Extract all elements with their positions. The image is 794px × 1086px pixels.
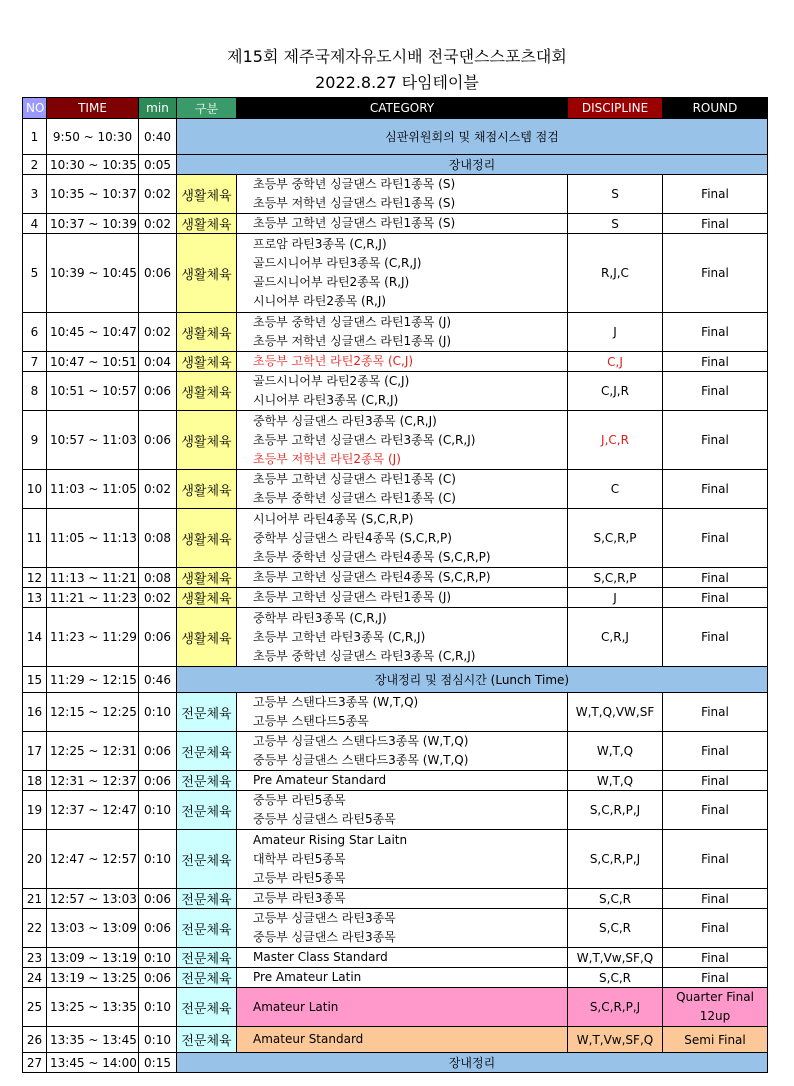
row-discipline-highlighted: J,C,R: [568, 411, 663, 470]
row-round: Final: [663, 509, 768, 568]
category-line: 시니어부 라틴4종목 (S,C,R,P): [253, 511, 414, 526]
table-row: [23, 1027, 768, 1053]
row-category: [237, 411, 568, 470]
row-discipline: J: [568, 588, 663, 608]
row-min: 0:06: [139, 234, 177, 313]
row-min: 0:02: [139, 175, 177, 214]
header-round: ROUND: [663, 98, 768, 119]
row-category: [237, 175, 568, 214]
row-round: Semi Final: [663, 1027, 768, 1053]
row-time: 12:31 ~ 12:37: [47, 771, 139, 791]
table-row: [23, 791, 768, 830]
row-discipline: C,R,J: [568, 608, 663, 667]
row-category: [237, 608, 568, 667]
category-line: Pre Amateur Standard: [253, 773, 387, 787]
category-line: 고등부 싱글댄스 라틴3종목: [253, 911, 396, 925]
row-no: 10: [23, 470, 47, 509]
category-line: 초등부 중학년 싱글댄스 라틴1종목 (S): [253, 177, 456, 191]
table-row: [23, 411, 768, 470]
row-no: 21: [23, 889, 47, 909]
row-category: [237, 568, 568, 588]
row-min: 0:04: [139, 352, 177, 372]
row-min: 0:10: [139, 830, 177, 889]
span-cell: 장내정리: [177, 1053, 768, 1073]
row-type: 전문체육: [177, 830, 237, 889]
row-type: 전문체육: [177, 732, 237, 771]
row-type: 전문체육: [177, 988, 237, 1027]
table-row: [23, 568, 768, 588]
category-line: Amateur Rising Star Laitn: [253, 832, 408, 847]
row-discipline: S,C,R,P: [568, 509, 663, 568]
row-no: 5: [23, 234, 47, 313]
row-min: 0:06: [139, 372, 177, 411]
row-time: 11:21 ~ 11:23: [47, 588, 139, 608]
timetable: [22, 97, 768, 1073]
row-discipline: W,T,Q: [568, 732, 663, 771]
row-type: 전문체육: [177, 909, 237, 948]
row-discipline: S,C,R: [568, 968, 663, 988]
row-category: [237, 988, 568, 1027]
row-time: 12:25 ~ 12:31: [47, 732, 139, 771]
table-row: [23, 771, 768, 791]
table-row: [23, 313, 768, 352]
row-round: Final: [663, 568, 768, 588]
row-time: 13:35 ~ 13:45: [47, 1027, 139, 1053]
row-category: [237, 732, 568, 771]
table-row: [23, 909, 768, 948]
table-row: [23, 608, 768, 667]
row-no: 1: [23, 119, 47, 155]
row-min: 0:15: [139, 1053, 177, 1073]
row-round: Final: [663, 214, 768, 234]
row-type: 생활체육: [177, 313, 237, 352]
category-line: 초등부 저학년 싱글댄스 라틴1종목 (S): [253, 196, 456, 210]
category-line: 고등부 스탠다드5종목: [253, 714, 369, 728]
row-type: 생활체육: [177, 509, 237, 568]
table-row: [23, 214, 768, 234]
category-line: 초등부 중학년 싱글댄스 라틴3종목 (C,R,J): [253, 648, 476, 663]
table-row: [23, 693, 768, 732]
row-no: 2: [23, 155, 47, 175]
row-no: 15: [23, 667, 47, 693]
category-line: 골드시니어부 라틴2종목 (C,J): [253, 374, 410, 388]
row-category: [237, 791, 568, 830]
row-time: 10:37 ~ 10:39: [47, 214, 139, 234]
row-no: 13: [23, 588, 47, 608]
row-time: 12:37 ~ 12:47: [47, 791, 139, 830]
row-no: 22: [23, 909, 47, 948]
row-no: 17: [23, 732, 47, 771]
category-line: 고등부 라틴3종목: [253, 891, 346, 905]
header-row: [23, 98, 768, 119]
row-time: 10:30 ~ 10:35: [47, 155, 139, 175]
row-category: [237, 234, 568, 313]
category-line: 시니어부 라틴3종목 (C,R,J): [253, 393, 399, 407]
row-type: 생활체육: [177, 214, 237, 234]
row-type: 생활체육: [177, 175, 237, 214]
row-round: [663, 988, 768, 1027]
row-discipline: J: [568, 313, 663, 352]
document-title: 제15회 제주국제자유도시배 전국댄스스포츠대회: [227, 47, 567, 66]
header-no: NO: [23, 98, 47, 119]
row-no: 25: [23, 988, 47, 1027]
row-type: 생활체육: [177, 372, 237, 411]
row-round: Final: [663, 411, 768, 470]
row-min: 0:10: [139, 1027, 177, 1053]
table-row: [23, 830, 768, 889]
table-row: [23, 988, 768, 1027]
row-category: [237, 889, 568, 909]
row-time: 10:35 ~ 10:37: [47, 175, 139, 214]
row-round: Final: [663, 175, 768, 214]
row-no: 20: [23, 830, 47, 889]
row-no: 11: [23, 509, 47, 568]
row-min: 0:06: [139, 732, 177, 771]
category-line: 초등부 중학년 싱글댄스 라틴4종목 (S,C,R,P): [253, 549, 491, 564]
table-row: [23, 352, 768, 372]
row-min: 0:40: [139, 119, 177, 155]
row-time: 11:03 ~ 11:05: [47, 470, 139, 509]
span-cell: 장내정리: [177, 155, 768, 175]
row-no: 3: [23, 175, 47, 214]
category-line: 중학부 싱글댄스 라틴4종목 (S,C,R,P): [253, 530, 452, 545]
row-category: [237, 313, 568, 352]
row-category: [237, 830, 568, 889]
row-round: Final: [663, 889, 768, 909]
category-line: 중등부 라틴5종목: [253, 793, 346, 807]
category-line-highlighted: 초등부 고학년 라틴2종목 (C,J): [253, 354, 414, 368]
row-min: 0:46: [139, 667, 177, 693]
row-category: [237, 470, 568, 509]
row-time: 10:57 ~ 11:03: [47, 411, 139, 470]
row-type: 생활체육: [177, 352, 237, 372]
category-line: Amateur Latin: [253, 999, 339, 1014]
row-min: 0:06: [139, 771, 177, 791]
table-row: [23, 1053, 768, 1073]
row-min: 0:08: [139, 568, 177, 588]
category-line: Master Class Standard: [253, 950, 388, 964]
header-discipline: DISCIPLINE: [568, 98, 663, 119]
row-no: 14: [23, 608, 47, 667]
row-round: Final: [663, 909, 768, 948]
category-line: 고등부 라틴5종목: [253, 870, 346, 885]
category-line: 초등부 고학년 싱글댄스 라틴1종목 (S): [253, 216, 456, 230]
row-min: 0:05: [139, 155, 177, 175]
row-round: Final: [663, 372, 768, 411]
table-row: [23, 889, 768, 909]
row-type: 전문체육: [177, 968, 237, 988]
row-type: 생활체육: [177, 470, 237, 509]
row-time: 13:25 ~ 13:35: [47, 988, 139, 1027]
row-min: 0:10: [139, 988, 177, 1027]
row-time: 13:19 ~ 13:25: [47, 968, 139, 988]
category-line: 중등부 싱글댄스 라틴3종목: [253, 930, 396, 944]
row-round: Final: [663, 968, 768, 988]
row-no: 12: [23, 568, 47, 588]
table-row: [23, 732, 768, 771]
round-line: 12up: [699, 1009, 731, 1023]
table-row: [23, 372, 768, 411]
row-discipline: S: [568, 214, 663, 234]
row-no: 16: [23, 693, 47, 732]
table-row: [23, 234, 768, 313]
row-round: Final: [663, 608, 768, 667]
header-category: CATEGORY: [237, 98, 568, 119]
category-line: Pre Amateur Latin: [253, 970, 362, 984]
row-round: Final: [663, 234, 768, 313]
row-min: 0:02: [139, 313, 177, 352]
row-time: 13:09 ~ 13:19: [47, 948, 139, 968]
row-time: 9:50 ~ 10:30: [47, 119, 139, 155]
row-discipline: C,J,R: [568, 372, 663, 411]
row-time: 10:51 ~ 10:57: [47, 372, 139, 411]
row-type: 생활체육: [177, 608, 237, 667]
row-category: [237, 909, 568, 948]
header-type: 구분: [177, 98, 237, 119]
row-min: 0:10: [139, 791, 177, 830]
category-line: 초등부 중학년 싱글댄스 라틴1종목 (C): [253, 491, 456, 505]
row-category: [237, 588, 568, 608]
row-time: 11:13 ~ 11:21: [47, 568, 139, 588]
row-time: 10:47 ~ 10:51: [47, 352, 139, 372]
row-discipline: S,C,R: [568, 889, 663, 909]
row-type: 전문체육: [177, 948, 237, 968]
row-no: 8: [23, 372, 47, 411]
row-min: 0:08: [139, 509, 177, 568]
row-discipline: C: [568, 470, 663, 509]
row-category: [237, 1027, 568, 1053]
row-round: Final: [663, 771, 768, 791]
row-time: 11:29 ~ 12:15: [47, 667, 139, 693]
table-row: [23, 948, 768, 968]
row-min: 0:10: [139, 948, 177, 968]
span-cell: 심판위원회의 및 채점시스템 점검: [177, 119, 768, 155]
category-line: 중학부 라틴3종목 (C,R,J): [253, 610, 387, 625]
row-type: 전문체육: [177, 771, 237, 791]
category-line: 고등부 스탠다드3종목 (W,T,Q): [253, 695, 419, 709]
row-category: [237, 214, 568, 234]
category-line: 초등부 고학년 싱글댄스 라틴4종목 (S,C,R,P): [253, 570, 491, 584]
row-no: 27: [23, 1053, 47, 1073]
row-round: Final: [663, 470, 768, 509]
row-discipline: S: [568, 175, 663, 214]
row-category: [237, 968, 568, 988]
table-row: [23, 667, 768, 693]
row-round: Final: [663, 588, 768, 608]
table-row: [23, 588, 768, 608]
category-line: 시니어부 라틴2종목 (R,J): [253, 294, 387, 308]
row-round: Final: [663, 830, 768, 889]
category-line: 초등부 저학년 싱글댄스 라틴1종목 (J): [253, 334, 452, 348]
category-line: 초등부 고학년 싱글댄스 라틴1종목 (J): [253, 590, 452, 604]
row-discipline: S,C,R,P,J: [568, 791, 663, 830]
row-round: Final: [663, 352, 768, 372]
row-discipline: W,T,Vw,SF,Q: [568, 948, 663, 968]
row-round: Final: [663, 732, 768, 771]
row-no: 24: [23, 968, 47, 988]
category-line: 초등부 고학년 라틴3종목 (C,R,J): [253, 629, 426, 644]
row-discipline: W,T,Q,VW,SF: [568, 693, 663, 732]
table-row: [23, 509, 768, 568]
row-type: 전문체육: [177, 693, 237, 732]
row-no: 26: [23, 1027, 47, 1053]
row-time: 12:47 ~ 12:57: [47, 830, 139, 889]
category-line: 골드시니어부 라틴2종목 (R,J): [253, 275, 410, 289]
category-line: 초등부 고학년 싱글댄스 라틴3종목 (C,R,J): [253, 432, 476, 447]
row-discipline: S,C,R,P,J: [568, 830, 663, 889]
document-subtitle: 2022.8.27 타임테이블: [315, 73, 479, 92]
category-line: 중등부 싱글댄스 스탠다드3종목 (W,T,Q): [253, 753, 469, 767]
row-min: 0:06: [139, 909, 177, 948]
row-no: 6: [23, 313, 47, 352]
row-time: 11:23 ~ 11:29: [47, 608, 139, 667]
round-line: Quarter Final: [676, 990, 754, 1004]
row-category: [237, 509, 568, 568]
header-min: min: [139, 98, 177, 119]
row-no: 23: [23, 948, 47, 968]
row-category: [237, 693, 568, 732]
row-discipline: R,J,C: [568, 234, 663, 313]
row-type: 생활체육: [177, 568, 237, 588]
header-time: TIME: [47, 98, 139, 119]
row-no: 7: [23, 352, 47, 372]
row-min: 0:06: [139, 608, 177, 667]
row-time: 12:57 ~ 13:03: [47, 889, 139, 909]
row-min: 0:06: [139, 411, 177, 470]
table-row: [23, 119, 768, 155]
row-category: [237, 948, 568, 968]
category-line: Amateur Standard: [253, 1032, 364, 1046]
row-no: 18: [23, 771, 47, 791]
row-type: 생활체육: [177, 411, 237, 470]
row-discipline: S,C,R,P: [568, 568, 663, 588]
table-row: [23, 470, 768, 509]
category-line: 대학부 라틴5종목: [253, 851, 346, 866]
category-line: 프로암 라틴3종목 (C,R,J): [253, 237, 387, 251]
row-type: 전문체육: [177, 889, 237, 909]
row-time: 11:05 ~ 11:13: [47, 509, 139, 568]
row-time: 12:15 ~ 12:25: [47, 693, 139, 732]
category-line-highlighted: 초등부 저학년 라틴2종목 (J): [253, 451, 401, 466]
row-min: 0:06: [139, 968, 177, 988]
category-line: 초등부 중학년 싱글댄스 라틴1종목 (J): [253, 315, 452, 329]
row-discipline-highlighted: C,J: [568, 352, 663, 372]
table-row: [23, 175, 768, 214]
row-discipline: S,C,R,P,J: [568, 988, 663, 1027]
row-min: 0:06: [139, 889, 177, 909]
row-round: Final: [663, 693, 768, 732]
row-category: [237, 352, 568, 372]
row-no: 19: [23, 791, 47, 830]
row-discipline: S,C,R: [568, 909, 663, 948]
row-no: 4: [23, 214, 47, 234]
table-row: [23, 155, 768, 175]
row-discipline: W,T,Vw,SF,Q: [568, 1027, 663, 1053]
row-min: 0:10: [139, 693, 177, 732]
row-round: Final: [663, 948, 768, 968]
row-category: [237, 771, 568, 791]
row-min: 0:02: [139, 470, 177, 509]
row-round: Final: [663, 791, 768, 830]
row-min: 0:02: [139, 214, 177, 234]
row-no: 9: [23, 411, 47, 470]
row-type: 생활체육: [177, 588, 237, 608]
span-cell: 장내정리 및 점심시간 (Lunch Time): [177, 667, 768, 693]
category-line: 중등부 싱글댄스 라틴5종목: [253, 812, 396, 826]
row-time: 10:39 ~ 10:45: [47, 234, 139, 313]
row-time: 13:03 ~ 13:09: [47, 909, 139, 948]
row-min: 0:02: [139, 588, 177, 608]
row-type: 생활체육: [177, 234, 237, 313]
row-time: 13:45 ~ 14:00: [47, 1053, 139, 1073]
category-line: 고등부 싱글댄스 스탠다드3종목 (W,T,Q): [253, 734, 469, 748]
category-line: 중학부 싱글댄스 라틴3종목 (C,R,J): [253, 413, 437, 428]
row-type: 전문체육: [177, 1027, 237, 1053]
table-row: [23, 968, 768, 988]
category-line: 초등부 고학년 싱글댄스 라틴1종목 (C): [253, 472, 456, 486]
row-time: 10:45 ~ 10:47: [47, 313, 139, 352]
category-line: 골드시니어부 라틴3종목 (C,R,J): [253, 256, 422, 270]
row-discipline: W,T,Q: [568, 771, 663, 791]
row-type: 전문체육: [177, 791, 237, 830]
row-round: Final: [663, 313, 768, 352]
row-category: [237, 372, 568, 411]
